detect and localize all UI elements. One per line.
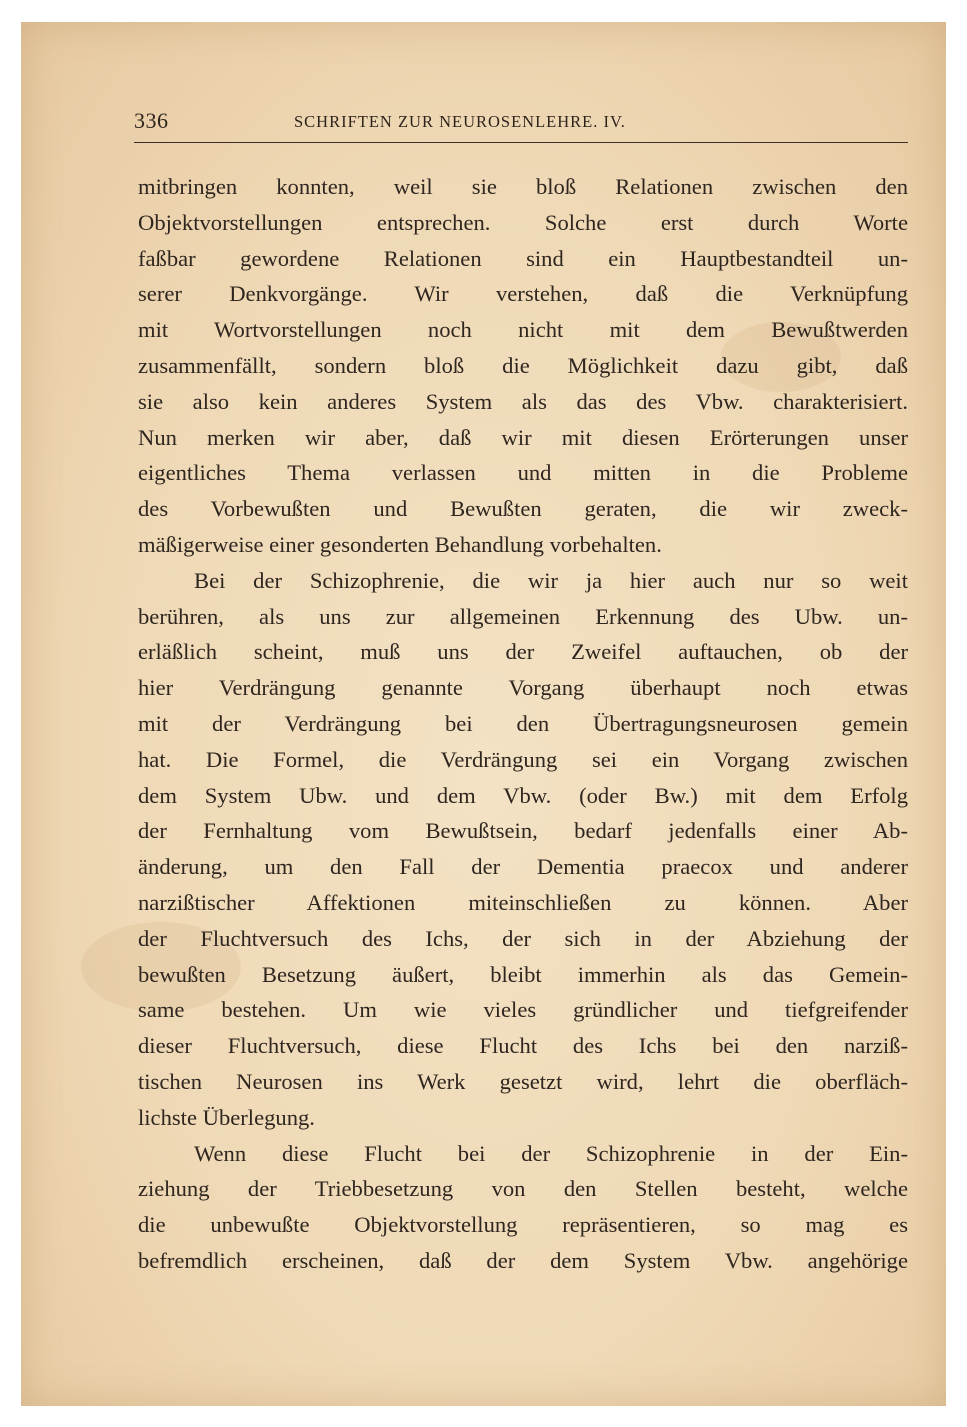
text-line: hier Verdrängung genannte Vorgang überhaupt noch etwas — [138, 675, 908, 701]
text-line: der Fluchtversuch des Ichs, der sich in der Abziehung der — [138, 925, 908, 951]
text-line: ziehung der Triebbesetzung von den Stellen besteht, welche — [138, 1176, 908, 1202]
text-line: mitbringen konnten, weil sie bloß Relationen zwischen den — [138, 174, 908, 199]
text-line: eigentliches Thema verlassen und mitten in die Probleme — [138, 460, 908, 486]
text-line: same bestehen. Um wie vieles gründlicher und tiefgreifender — [138, 997, 908, 1023]
text-line: lichste Überlegung. — [138, 1104, 315, 1130]
text-line: mit der Verdrängung bei den Übertragungsneurosen gemein — [138, 710, 908, 736]
text-line: die unbewußte Objektvorstellung repräsentieren, so mag es — [138, 1212, 908, 1238]
text-line: zusammenfällt, sondern bloß die Möglichkeit dazu gibt, daß — [138, 352, 908, 378]
text-line: serer Denkvorgänge. Wir verstehen, daß die Verknüpfung — [138, 281, 908, 307]
text-line: der Fernhaltung vom Bewußtsein, bedarf jedenfalls einer Ab- — [138, 818, 908, 844]
text-line: dieser Fluchtversuch, diese Flucht des Ichs bei den narziß- — [138, 1033, 908, 1059]
text-line: bewußten Besetzung äußert, bleibt immerhin als das Gemein- — [138, 961, 908, 987]
text-line: befremdlich erscheinen, daß der dem System Vbw. angehörige — [138, 1247, 908, 1273]
text-line: Nun merken wir aber, daß wir mit diesen Erörterungen unser — [138, 424, 908, 450]
text-line: Bei der Schizophrenie, die wir ja hier auch nur so weit — [194, 567, 908, 593]
text-line: hat. Die Formel, die Verdrängung sei ein Vorgang zwischen — [138, 746, 908, 772]
text-line: faßbar gewordene Relationen sind ein Hauptbestandteil un- — [138, 245, 908, 271]
text-line: änderung, um den Fall der Dementia praecox und anderer — [138, 854, 908, 880]
text-line: des Vorbewußten und Bewußten geraten, die wir zweck- — [138, 496, 908, 522]
page-number: 336 — [134, 108, 169, 133]
text-line: dem System Ubw. und dem Vbw. (oder Bw.) mit dem Erfolg — [138, 782, 908, 808]
text-line: mit Wortvorstellungen noch nicht mit dem Bewußtwerden — [138, 317, 908, 343]
text-line: sie also kein anderes System als das des Vbw. charakterisiert. — [138, 388, 908, 414]
text-line: mäßigerweise einer gesonderten Behandlung vorbehalten. — [138, 531, 662, 557]
body-text — [138, 169, 908, 1279]
text-line: Objektvorstellungen entsprechen. Solche erst durch Worte — [138, 209, 908, 235]
text-line: erläßlich scheint, muß uns der Zweifel auftauchen, ob der — [138, 639, 908, 665]
text-line: Wenn diese Flucht bei der Schizophrenie in der Ein- — [194, 1140, 908, 1166]
running-title: SCHRIFTEN ZUR NEUROSENLEHRE. IV. — [294, 112, 626, 131]
text-line: narzißtischer Affektionen miteinschließen zu können. Aber — [138, 889, 908, 915]
text-line: tischen Neurosen ins Werk gesetzt wird, lehrt die oberfläch- — [138, 1068, 908, 1094]
text-line: berühren, als uns zur allgemeinen Erkennung des Ubw. un- — [138, 603, 908, 629]
running-header — [134, 108, 908, 143]
